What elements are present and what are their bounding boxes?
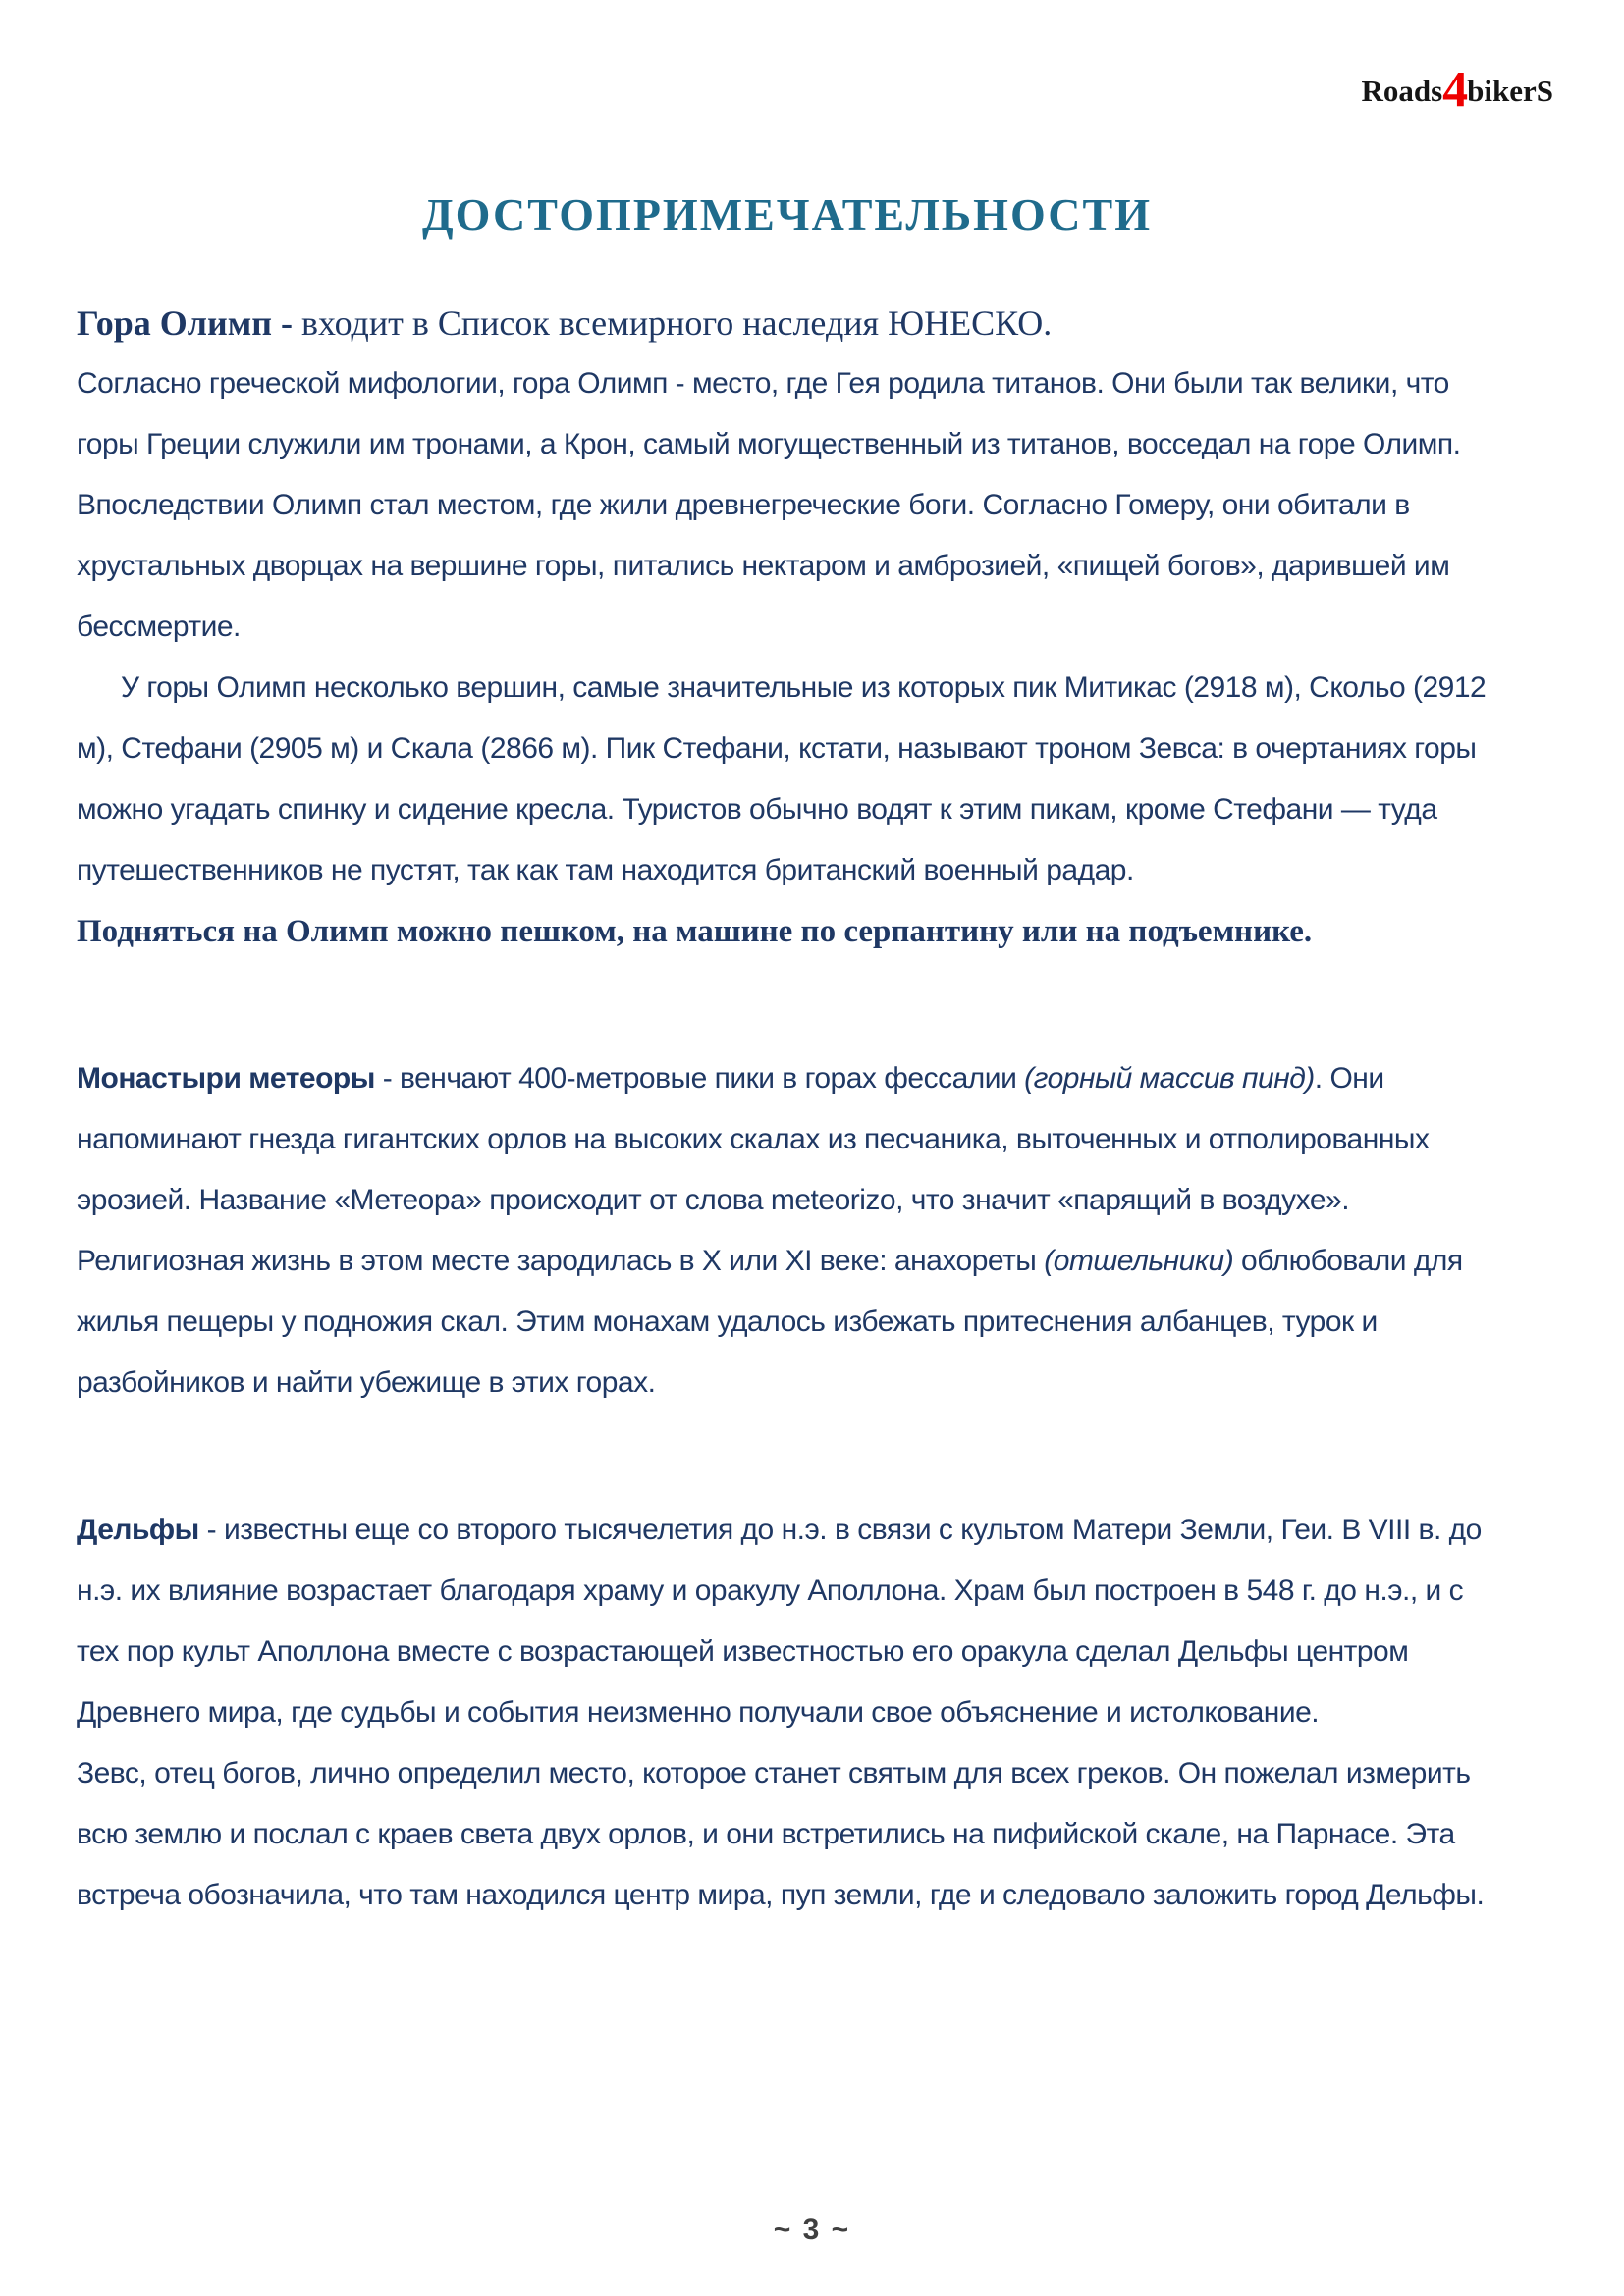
delphi-text-1: - известны еще со второго тысячелетия до н.э. в связи с культом Матери Земли, Геи. В VIII в. до н.э. их влияние возрастает благодаря храму и оракулу Аполлона. Храм был построен в 548 г. до н.э., и с тех пор культ Аполлона вместе с возрастающей известностью его оракула сделал Дельфы центром Древнего мира, где судьбы и события неизменно получали свое объяснение и истолкование. (77, 1514, 1482, 1729)
logo-text-roads: Roads (1361, 74, 1443, 108)
meteora-italic-2: (отшельники) (1044, 1245, 1234, 1277)
meteora-lead-bold: Монастыри метеоры (77, 1062, 375, 1095)
page-title: ДОСТОПРИМЕЧАТЕЛЬНОСТИ (421, 189, 1152, 240)
logo (1361, 62, 1553, 118)
olympus-paragraph-1: Согласно греческой мифологии, гора Олимп - место, где Гея родила титанов. Они были так велики, что горы Греции служили им тронами, а Крон, самый могущественный из титанов, восседал на горе Олимп. Впоследствии Олимп стал местом, где жили древнегреческие боги. Согласно Гомеру, они обитали в хрустальных дворцах на вершине горы, питались нектаром и амброзией, «пищей богов», дарившей им бессмертие. (77, 367, 1461, 643)
meteora-text-1: - венчают 400-метровые пики в горах фессалии (374, 1062, 1025, 1095)
delphi-paragraph-2: Зевс, отец богов, лично определил место, которое станет святым для всех греков. Он пожелал измерить всю землю и послал с краев света двух орлов, и они встретились на пифийской скале, на Парнасе. Эта встреча обозначила, что там находился центр мира, пуп земли, где и следовало заложить город Дельфы. (77, 1757, 1485, 1911)
delphi-paragraph-1 (77, 1500, 1497, 1743)
logo-text-bikers: bikerS (1467, 74, 1553, 108)
page-number: ~ 3 ~ (773, 2214, 851, 2246)
document-body (77, 293, 1497, 1926)
logo-number-4: 4 (1442, 62, 1468, 118)
olympus-heading-line (77, 293, 1497, 353)
olympus-paragraph-2: У горы Олимп несколько вершин, самые значительные из которых пик Митикас (2918 м), Скольо (2912 м), Стефани (2905 м) и Скала (2866 м). Пик Стефани, кстати, называют троном Зевса: в очертаниях горы можно угадать спинку и сидение кресла. Туристов обычно водят к этим пикам, кроме Стефани — туда путешественников не пустят, так как там находится британский военный радар. (77, 671, 1487, 886)
olympus-heading-bold: Гора Олимп - (77, 303, 301, 343)
meteora-paragraph (77, 1048, 1497, 1414)
delphi-lead-bold: Дельфы (77, 1514, 199, 1546)
meteora-text-3: облюбовали для жилья пещеры у подножия скал. Этим монахам удалось избежать притеснения албанцев, турок и разбойников и найти убежище в этих горах. (77, 1245, 1463, 1399)
meteora-italic-1: (горный массив пинд) (1024, 1062, 1315, 1095)
olympus-note-line: Подняться на Олимп можно пешком, на машине по серпантину или на подъемнике. (77, 914, 1313, 949)
meteora-text-2: . Они напоминают гнезда гигантских орлов на высоких скалах из песчаника, выточенных и отполированных эрозией. Название «Метеора» происходит от слова meteorizo, что значит «парящий в воздухе». Религиозная жизнь в этом месте зародилась в X или XI веке: анахореты (77, 1062, 1430, 1277)
olympus-heading-rest: входит в Список всемирного наследия ЮНЕСКО. (300, 303, 1053, 343)
